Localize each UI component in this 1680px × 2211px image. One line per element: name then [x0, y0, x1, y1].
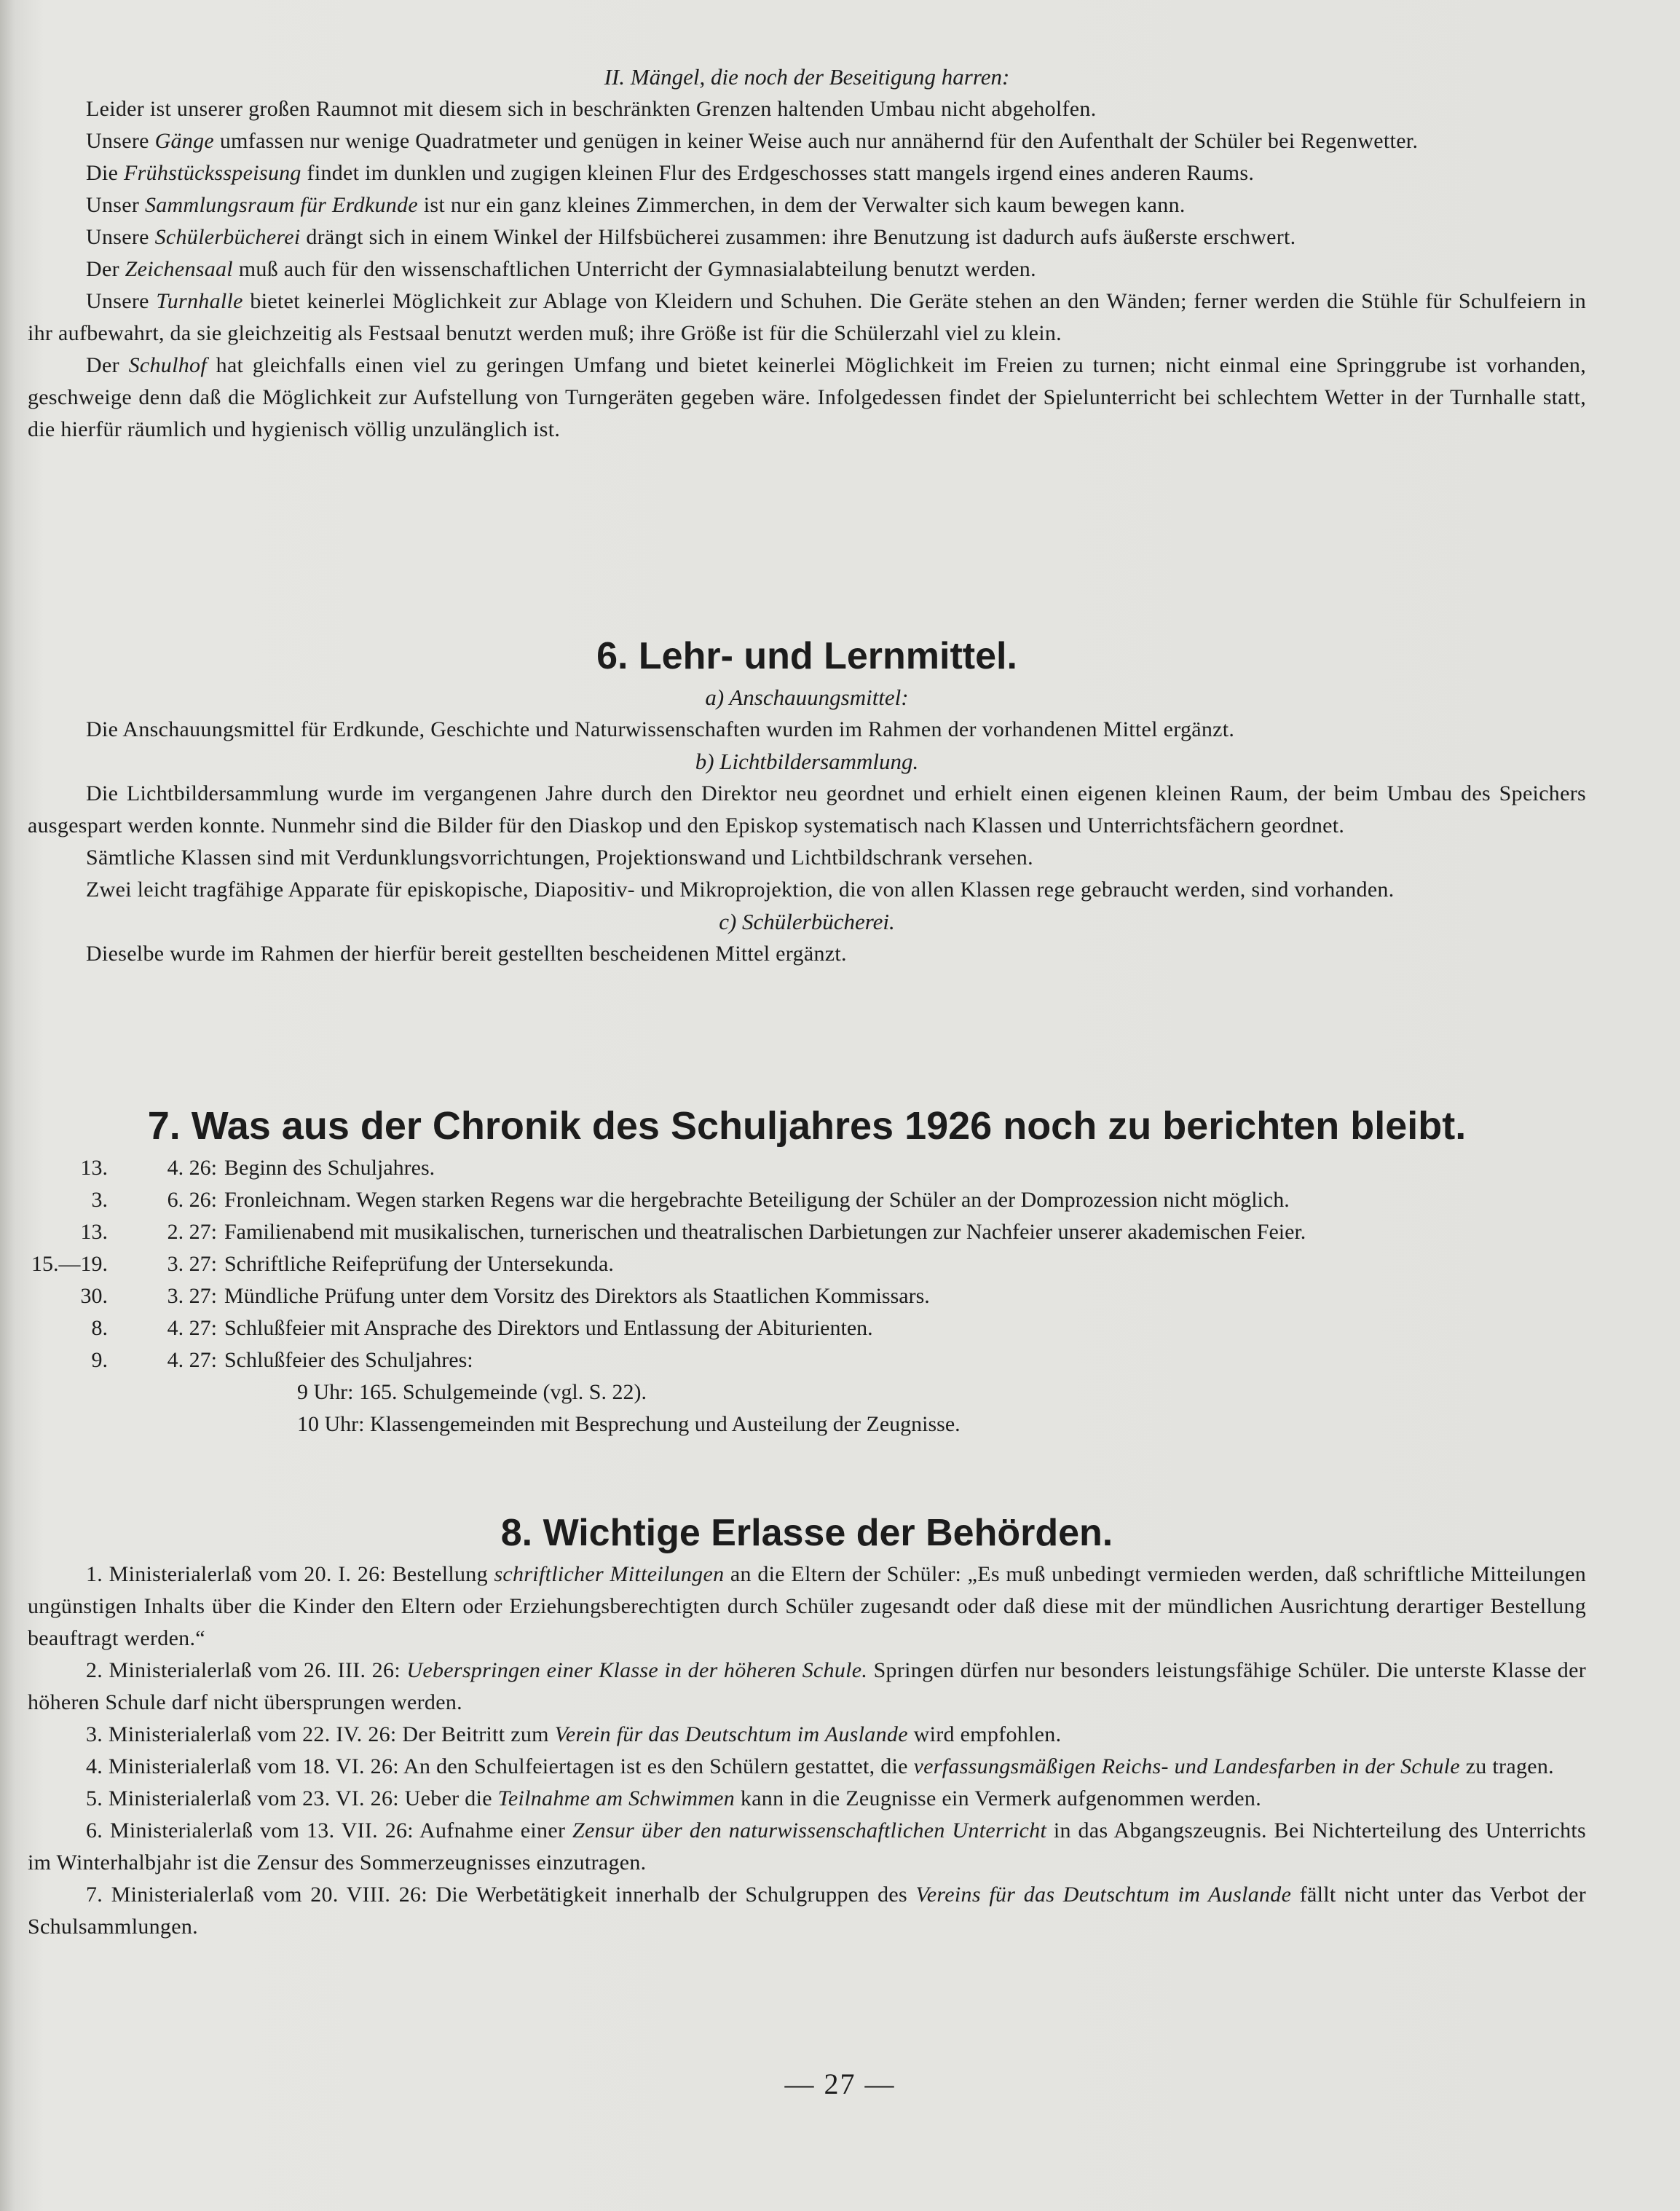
- paragraph: Zwei leicht tragfähige Apparate für episkopische, Diapositiv- und Mikroprojektion, die von allen Klassen rege gebraucht werden, sind vorhanden.: [86, 878, 1395, 902]
- paragraph: Der Zeichensaal muß auch für den wissenschaftlichen Unterricht der Gymnasialabteilung benutzt werden.: [86, 257, 1036, 281]
- paragraph: Dieselbe wurde im Rahmen der hierfür bereit gestellten bescheidenen Mittel ergänzt.: [86, 942, 847, 966]
- chronicle-day: 13.: [80, 1220, 108, 1244]
- subsection-b-title: b) Lichtbildersammlung.: [695, 749, 919, 774]
- decree-item: 3. Ministerialerlaß vom 22. IV. 26: Der Beitritt zum Verein für das Deutschtum im Auslande wird empfohlen.: [86, 1722, 1062, 1746]
- chronicle-entry: [28, 1248, 1586, 1280]
- chronicle-sub-text: 10 Uhr: Klassengemeinden mit Besprechung und Austeilung der Zeugnisse.: [297, 1412, 961, 1436]
- chronicle-entry: [28, 1344, 1586, 1376]
- decree-item: 5. Ministerialerlaß vom 23. VI. 26: Ueber die Teilnahme am Schwimmen kann in die Zeugnisse ein Vermerk aufgenommen werden.: [86, 1786, 1262, 1810]
- subsection-c-title: c) Schülerbücherei.: [719, 909, 895, 934]
- chronicle-day: 15.—19.: [31, 1252, 108, 1276]
- chronicle-entry: [28, 1280, 1586, 1312]
- section-7: [28, 1100, 1586, 1440]
- section-7-title: 7. Was aus der Chronik des Schuljahres 1926 noch zu berichten bleibt.: [147, 1104, 1467, 1148]
- paragraph: Die Anschauungsmittel für Erdkunde, Geschichte und Naturwissenschaften wurden im Rahmen der vorhandenen Mittel ergänzt.: [86, 717, 1235, 741]
- chronicle-text: Fronleichnam. Wegen starken Regens war die hergebrachte Beteiligung der Schüler an der Domprozession nicht möglich.: [224, 1188, 1290, 1212]
- chronicle-month-year: 4. 27:: [167, 1348, 217, 1372]
- page-number: — 27 —: [784, 2068, 896, 2100]
- paragraph: Unsere Gänge umfassen nur wenige Quadratmeter und genügen in keiner Weise auch nur annähernd für den Aufenthalt der Schüler bei Regenwetter.: [86, 129, 1419, 153]
- chronicle-entry: [28, 1184, 1586, 1216]
- subsection-a-title: a) Anschauungsmittel:: [705, 685, 909, 710]
- section-8-title: 8. Wichtige Erlasse der Behörden.: [500, 1512, 1113, 1554]
- section-6-title: 6. Lehr- und Lernmittel.: [596, 635, 1017, 677]
- paragraph: Unsere Turnhalle bietet keinerlei Möglichkeit zur Ablage von Kleidern und Schuhen. Die Geräte stehen an den Wänden; ferner werden die Stühle für Schulfeiern in ihr aufbewahrt, da sie gleichzeitig als Festsaal benutzt werden muß; ihre Größe ist für die Schülerzahl viel zu klein.: [28, 289, 1587, 345]
- chronicle-sub-text: 9 Uhr: 165. Schulgemeinde (vgl. S. 22).: [297, 1380, 647, 1404]
- chronicle-day: 13.: [80, 1156, 108, 1180]
- chronicle-entry: [28, 1152, 1586, 1184]
- paragraph: Sämtliche Klassen sind mit Verdunklungsvorrichtungen, Projektionswand und Lichtbildschrank versehen.: [86, 846, 1033, 870]
- chronicle-sub-entry: [28, 1408, 1586, 1440]
- chronicle-text: Schlußfeier des Schuljahres:: [224, 1348, 473, 1372]
- chronicle-day: 3.: [91, 1188, 108, 1212]
- decree-item: 4. Ministerialerlaß vom 18. VI. 26: An den Schulfeiertagen ist es den Schülern gestattet, die verfassungsmäßigen Reichs- und Landesfarben in der Schule zu tragen.: [86, 1754, 1554, 1778]
- section-8: [28, 1508, 1586, 1943]
- paragraph: Die Frühstücksspeisung findet im dunklen und zugigen kleinen Flur des Erdgeschosses statt mangels irgend eines anderen Raums.: [86, 161, 1255, 185]
- decree-item: 6. Ministerialerlaß vom 13. VII. 26: Aufnahme einer Zensur über den naturwissenschaftlichen Unterricht in das Abgangszeugnis. Bei Nichterteilung des Unterrichts im Winterhalbjahr ist die Zensur des Sommerzeugnisses einzutragen.: [28, 1818, 1586, 1875]
- paragraph: Der Schulhof hat gleichfalls einen viel zu geringen Umfang und bietet keinerlei Möglichkeit im Freien zu turnen; nicht einmal eine Springgrube ist vorhanden, geschweige denn daß die Möglichkeit zur Aufstellung von Turngeräten gegeben wäre. Infolgedessen findet der Spielunterricht bei schlechtem Wetter in der Turnhalle statt, die hierfür räumlich und hygienisch völlig unzulänglich ist.: [28, 353, 1586, 441]
- chronicle-month-year: 6. 26:: [167, 1188, 217, 1212]
- paragraph: Die Lichtbildersammlung wurde im vergangenen Jahre durch den Direktor neu geordnet und erhielt einen eigenen kleinen Raum, der beim Umbau des Speichers ausgespart werden konnte. Nunmehr sind die Bilder für den Diaskop und den Episkop systematisch nach Klassen und Unterrichtsfächern geordnet.: [28, 781, 1586, 838]
- decree-item: 7. Ministerialerlaß vom 20. VIII. 26: Die Werbetätigkeit innerhalb der Schulgruppen des Vereins für das Deutschtum im Auslande fällt nicht unter das Verbot der Schulsammlungen.: [28, 1883, 1586, 1939]
- chronicle-list: [28, 1152, 1586, 1440]
- chronicle-text: Beginn des Schuljahres.: [224, 1156, 435, 1180]
- section-6: [28, 631, 1586, 970]
- section-ii-heading: II. Mängel, die noch der Beseitigung harren:: [604, 64, 1010, 90]
- chronicle-text: Schriftliche Reifeprüfung der Untersekunda.: [224, 1252, 614, 1276]
- chronicle-month-year: 4. 26:: [167, 1156, 217, 1180]
- paragraph: Unsere Schülerbücherei drängt sich in einem Winkel der Hilfsbücherei zusammen: ihre Benutzung ist dadurch aufs äußerste erschwert.: [86, 225, 1296, 249]
- paragraph: Unser Sammlungsraum für Erdkunde ist nur ein ganz kleines Zimmerchen, in dem der Verwalter sich kaum bewegen kann.: [86, 193, 1186, 217]
- chronicle-text: Familienabend mit musikalischen, turnerischen und theatralischen Darbietungen zur Nachfeier unserer akademischen Feier.: [224, 1220, 1306, 1244]
- paragraph: Leider ist unserer großen Raumnot mit diesem sich in beschränkten Grenzen haltenden Umbau nicht abgeholfen.: [86, 97, 1097, 121]
- chronicle-day: 30.: [80, 1284, 108, 1308]
- chronicle-text: Mündliche Prüfung unter dem Vorsitz des Direktors als Staatlichen Kommissars.: [224, 1284, 930, 1308]
- decree-item: 2. Ministerialerlaß vom 26. III. 26: Ueberspringen einer Klasse in der höheren Schule. Springen dürfen nur besonders leistungsfähige Schüler. Die unterste Klasse der höheren Schule darf nicht übersprungen werden.: [28, 1658, 1586, 1714]
- chronicle-entry: [28, 1312, 1586, 1344]
- chronicle-month-year: 3. 27:: [167, 1252, 217, 1276]
- chronicle-month-year: 3. 27:: [167, 1284, 217, 1308]
- chronicle-month-year: 2. 27:: [167, 1220, 217, 1244]
- chronicle-text: Schlußfeier mit Ansprache des Direktors und Entlassung der Abiturienten.: [224, 1316, 873, 1340]
- chronicle-day: 9.: [91, 1348, 108, 1372]
- section-ii: [28, 61, 1586, 446]
- chronicle-entry: [28, 1216, 1586, 1248]
- chronicle-day: 8.: [91, 1316, 108, 1340]
- chronicle-month-year: 4. 27:: [167, 1316, 217, 1340]
- chronicle-sub-entry: [28, 1376, 1586, 1408]
- decree-item: 1. Ministerialerlaß vom 20. I. 26: Bestellung schriftlicher Mitteilungen an die Eltern der Schüler: „Es muß unbedingt vermieden werden, daß schriftliche Mitteilungen ungünstigen Inhalts über die Kinder den Eltern oder Erziehungsberechtigten durch Schüler zugesandt oder daß diese mit der mündlichen Ausrichtung derartiger Bestellung beauftragt werden.“: [28, 1562, 1586, 1650]
